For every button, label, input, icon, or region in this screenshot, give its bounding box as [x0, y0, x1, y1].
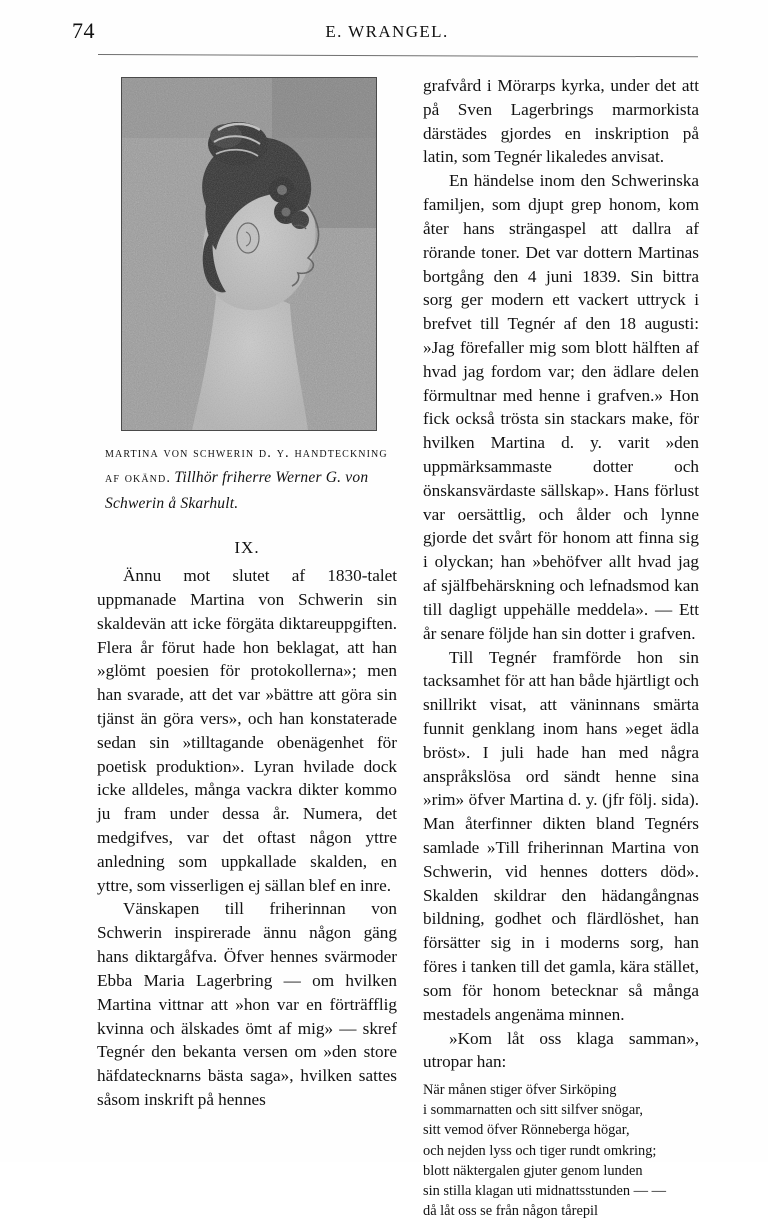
- left-column: [97, 74, 397, 1112]
- running-head: [72, 20, 702, 50]
- right-column: [423, 74, 699, 1221]
- paragraph: En händelse inom den Schwerinska familjen, som djupt grep honom, kom åter hans strängaspel att dallra af rörande toner. Det var dottern Martinas bortgång den 4 juni 1839. Sin bittra sorg ger modern ett vackert uttryck i brefvet till Tegnér af den 18 augusti: »Jag förefaller mig som blott hälften af hvad jag fordom var; den ädlare delen förmultnar med henne i grafven.» Hon fick också trösta sin stackars make, för hvilken Martina d. y. varit »den uppmärksammaste dotter och önskansvärdaste sällskap». Hans förlust var oersättlig, och ålder och lynne gjorde det svårt för honom att finna sig i olyckan; han »behöfver allt hvad jag af själfbehärskning och lefnadsmod kan till dagligt uppehälle meddela». — Ett år senare följde han sin dotter i grafven.: [423, 171, 699, 643]
- paragraph: grafvård i Mörarps kyrka, under det att på Sven Lagerbrings marmorkista därstädes gjordes en inskription på latin, som Tegnér likaledes anvisat.: [423, 76, 699, 167]
- verse-line: sin stilla klagan uti midnattsstunden — —: [423, 1182, 667, 1199]
- verse-line: När månen stiger öfver Sirköping: [423, 1082, 617, 1099]
- paragraph: Till Tegnér framförde hon sin tacksamhet för att han både hjärtligt och snillrikt visat, att väninnans smärta funnit genklang inom hans »eget ädla bröst». I juli hade han med några anspråkslösa ord sändt henne sina »rim» öfver Martina d. y. (jfr följ. sida). Man återfinner dikten bland Tegnérs samlade »Till friherinnan Martina von Schwerin, vid hennes dotters död». Skalden skildrar den hädangångnas bildning, godhet och flärdlöshet, han försätter sig in i moderns sorg, han föres i tanken till det gamla, kära stället, som för honom betecknar så många mestadels angenäma minnen.: [423, 647, 699, 1024]
- caption-smallcaps: martina von schwerin d. y. handteckning af okänd.: [105, 445, 388, 487]
- verse-line: och nejden lyss och tiger rundt omkring;: [423, 1142, 657, 1159]
- caption-italic: Tillhör friherre Werner G. von Schwerin å Skarhult.: [105, 469, 369, 512]
- illustration-caption: [105, 442, 397, 516]
- paragraph: »Kom låt oss klaga samman», utropar han:: [423, 1028, 699, 1072]
- paragraph: Ännu mot slutet af 1830-talet uppmanade Martina von Schwerin sin skaldevän att icke förgäta diktareuppgiften. Flera år förut hade hon beklagat, att han »glömt poesien för protokollerna»; men han svarade, att det var »bättre att göra sin tjänst än göra vers», och han konstaterade sedan sin »tilltagande obenägenhet för poetisk produktion». Lyran hvilade dock icke alldeles, många vackra dikter kommo ju fram under dessa år. Numera, det medgifves, var det oftast någon yttre anledning som uppkallade skalden, en yttre, som visserligen ej sällan blef en inre.: [97, 566, 397, 895]
- verse-line: sitt vemod öfver Rönneberga högar,: [423, 1122, 630, 1139]
- portrait-halftone-graphic: [122, 78, 376, 430]
- running-title: E. WRANGEL.: [325, 22, 449, 41]
- verse-line: blott näktergalen gjuter genom lunden: [423, 1162, 643, 1179]
- verse-line: i sommarnatten och sitt silfver snögar,: [423, 1102, 644, 1119]
- portrait-illustration: [122, 78, 376, 430]
- paragraph: Vänskapen till friherinnan von Schwerin inspirerade ännu någon gäng hans diktargåfva. Öfver hennes svärmoder Ebba Maria Lagerbring — om hvilken Martina vittnar att »hon var en förträfflig kvinna och älskades ömt af mig» — skref Tegnér den bekanta versen om »den store häfdatecknarns bästa saga», hvilken sattes såsom inskrift på hennes: [97, 899, 397, 1109]
- section-number: IX.: [234, 538, 260, 558]
- verse-line: då låt oss se från någon tårepil: [423, 1203, 599, 1220]
- header-rule: [98, 54, 698, 57]
- page-number: 74: [72, 18, 95, 43]
- verse-block: [423, 1080, 699, 1221]
